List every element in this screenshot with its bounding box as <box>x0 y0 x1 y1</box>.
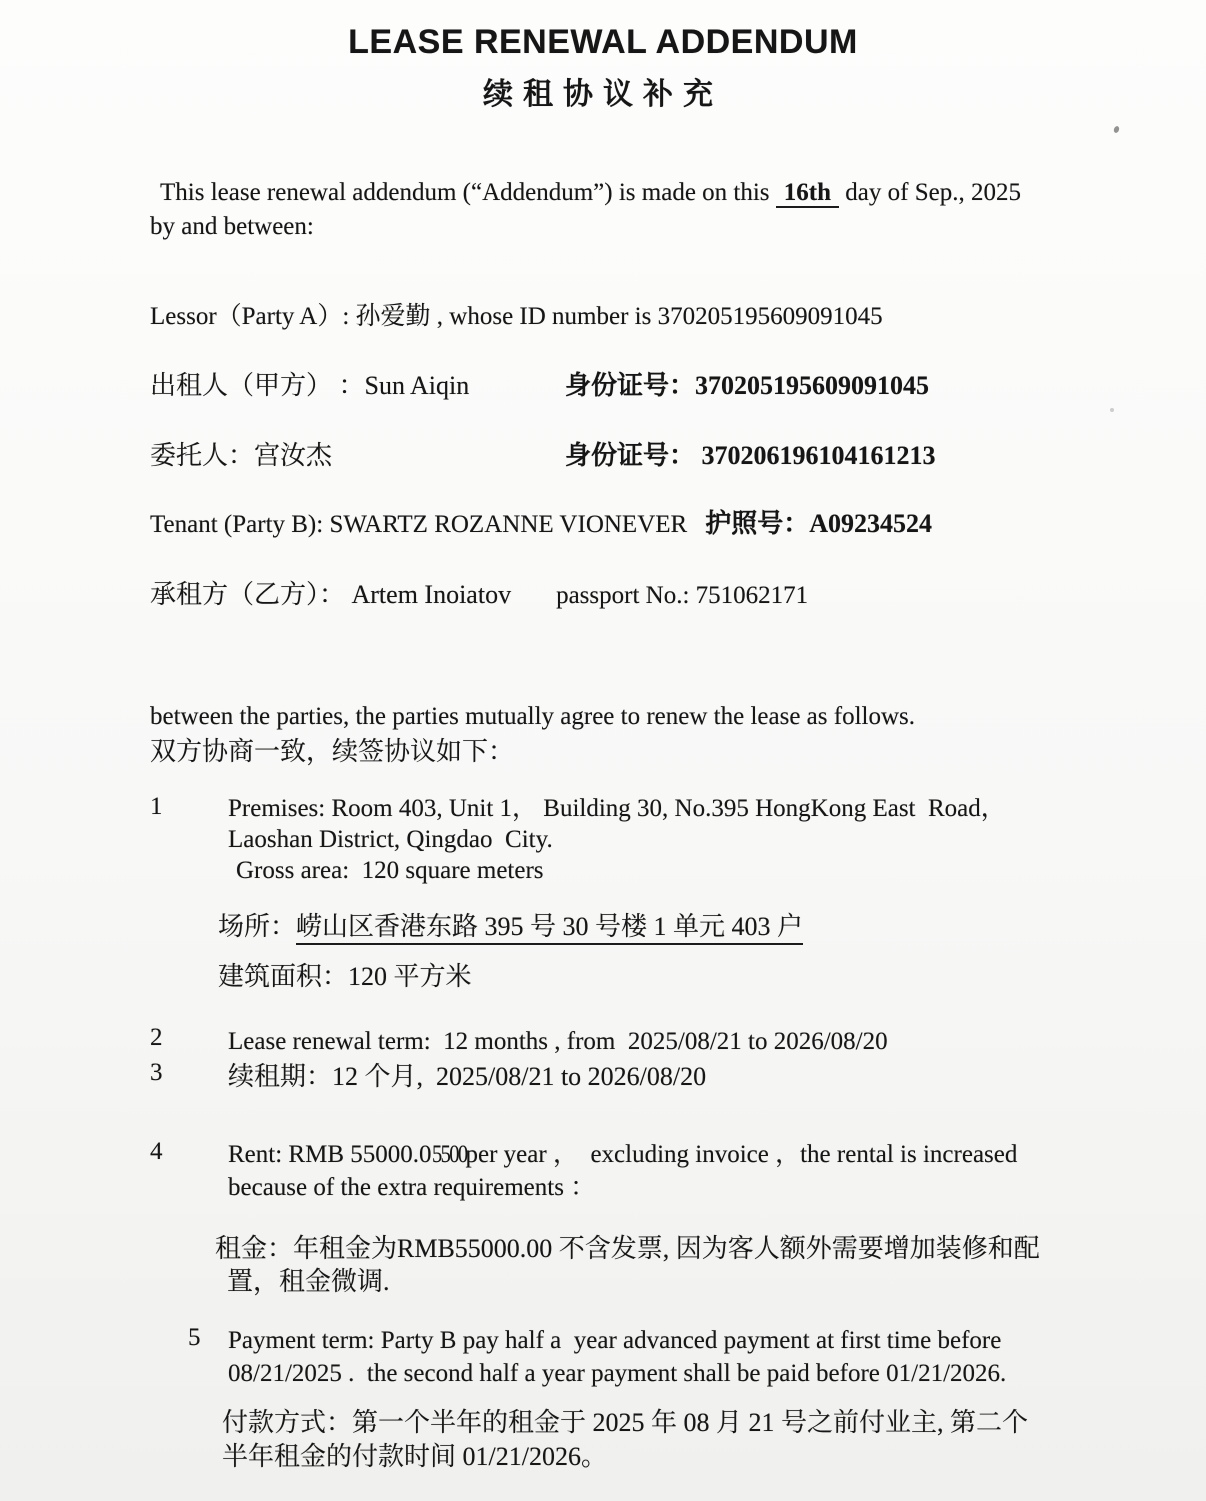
payment-chinese-line-1: 付款方式：第一个半年的租金于 2025 年 08 月 21 号之前付业主, 第二个 <box>222 1408 1029 1437</box>
lessor-chinese-name: 出租人（甲方） ：Sun Aiqin <box>150 371 470 400</box>
clause-premises <box>150 793 1110 886</box>
intro-paragraph <box>150 176 1110 244</box>
tenant-passport-number-english: passport No.: 751062171 <box>556 582 809 609</box>
agreement-english: between the parties, the parties mutually agree to renew the lease as follows. <box>150 703 915 730</box>
term-english-text: Lease renewal term: 12 months , from 2025/08/21 to 2026/08/20 <box>228 1028 888 1055</box>
lessor-chinese-line <box>150 369 1110 403</box>
payment-chinese-line-2: 半年租金的付款时间 01/21/2026。 <box>222 1442 607 1471</box>
intro-line-2: by and between: <box>150 213 314 240</box>
premises-chinese-line <box>218 910 1110 944</box>
document-body <box>0 176 1206 1474</box>
rent-amount-overprint: 5500 <box>431 1141 466 1168</box>
lessor-name-and-id: Lessor（Party A）: 孙爱勤 , whose ID number is 370205195609091045 <box>150 303 883 330</box>
intro-text-before-date: This lease renewal addendum (“Addendum”) is made on this <box>160 179 776 206</box>
clause-number: 5 <box>188 1324 201 1351</box>
rent-amount-prefix: Rent: RMB 55000.0 <box>228 1141 432 1168</box>
clause-number: 3 <box>150 1059 163 1086</box>
rent-chinese-line-1: 租金：年租金为RMB55000.00 不含发票, 因为客人额外需要增加装修和配 <box>215 1234 1040 1263</box>
intro-line-1 <box>150 176 1110 210</box>
premises-line-1: Premises: Room 403, Unit 1， Building 30, No.395 HongKong East Road， <box>228 795 1006 822</box>
addendum-day-underlined: 16th <box>776 179 839 208</box>
tenant-passport-number: 护照号：A09234524 <box>705 509 932 538</box>
tenant-chinese-line <box>150 578 1110 613</box>
clause-payment-body <box>228 1324 1110 1390</box>
scan-speck-icon <box>1113 125 1120 133</box>
lessor-id-number: 身份证号：370205195609091045 <box>565 371 930 400</box>
clause-term-english <box>150 1024 1110 1059</box>
clause-term-group <box>150 1024 1110 1094</box>
document-title-chinese: 续租协议补充 <box>483 78 723 111</box>
tenant-name: Tenant (Party B): SWARTZ ROZANNE VIONEVER <box>150 511 688 538</box>
intro-text-after-date: day of Sep., 2025 <box>839 179 1021 206</box>
rent-amount-suffix: per year ， excluding invoice ，the rental is increased <box>465 1141 1018 1168</box>
payment-chinese-paragraph <box>222 1406 1110 1474</box>
tenant-chinese-name: 承租方（乙方）： Artem Inoiatov <box>150 580 512 609</box>
gross-area-chinese-line: 建筑面积：120 平方米 <box>218 962 472 991</box>
agreement-statement <box>150 699 1110 769</box>
premises-address-underlined: 崂山区香港东路 395 号 30 号楼 1 单元 403 户 <box>296 912 803 945</box>
clause-number: 2 <box>150 1024 163 1051</box>
clause-payment <box>150 1324 1110 1390</box>
rent-chinese-paragraph <box>215 1232 1110 1298</box>
document-title-english: LEASE RENEWAL ADDENDUM <box>348 23 858 61</box>
agent-id-number: 身份证号： 370206196104161213 <box>565 441 936 470</box>
rent-line-2: because of the extra requirements ： <box>228 1174 596 1201</box>
clause-rent-body <box>228 1138 1110 1204</box>
agreement-chinese: 双方协商一致，续签协议如下： <box>150 737 515 766</box>
premises-line-2: Laoshan District, Qingdao City. <box>228 826 553 853</box>
scan-speck-icon <box>1110 408 1114 412</box>
agent-line <box>150 439 1110 473</box>
clause-number: 1 <box>150 793 163 820</box>
rent-line-1 <box>228 1138 1110 1171</box>
lessor-line <box>150 300 1110 333</box>
payment-line-2: 08/21/2025 . the second half a year payment shall be paid before 01/21/2026. <box>228 1360 1007 1387</box>
term-chinese-text: 续租期：12 个月, 2025/08/21 to 2026/08/20 <box>228 1062 707 1091</box>
clause-term-chinese <box>150 1059 1110 1094</box>
rent-chinese-line-2: 置，租金微调. <box>227 1267 390 1296</box>
premises-chinese-label: 场所： <box>218 912 297 941</box>
tenant-line <box>150 507 1110 542</box>
clause-premises-body <box>228 793 1110 886</box>
clause-number: 4 <box>150 1138 163 1165</box>
gross-area-line: Gross area: 120 square meters <box>236 857 544 884</box>
document-header <box>0 0 1206 114</box>
agent-name: 委托人：宫汝杰 <box>150 441 333 470</box>
clause-rent <box>150 1138 1110 1204</box>
payment-line-1: Payment term: Party B pay half a year advanced payment at first time before <box>228 1327 1002 1354</box>
